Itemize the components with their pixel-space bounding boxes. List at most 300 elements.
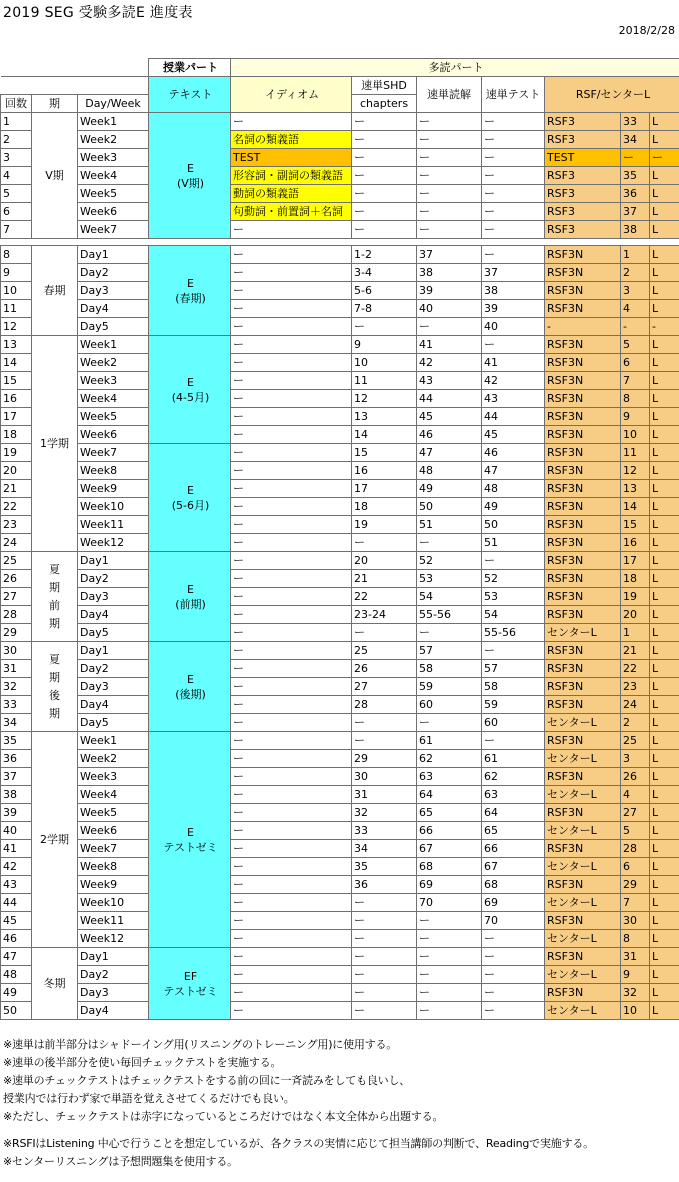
sokutan-shd-cell: 21 — [352, 570, 417, 588]
rsf-material-cell: センターL — [545, 930, 621, 948]
rsf-type-cell: L — [650, 203, 679, 221]
idiom-cell: ー — [231, 336, 352, 354]
session-number: 32 — [1, 678, 32, 696]
rsf-material-cell: RSF3N — [545, 840, 621, 858]
idiom-cell: ー — [231, 318, 352, 336]
day-week-cell: Week8 — [78, 858, 149, 876]
sokutan-dokkai-cell: 50 — [417, 498, 482, 516]
sokutan-dokkai-cell: 63 — [417, 768, 482, 786]
session-number: 18 — [1, 426, 32, 444]
sokutan-dokkai-cell: 58 — [417, 660, 482, 678]
term-label: 夏 期 後 期 — [32, 642, 78, 732]
day-week-cell: Week4 — [78, 167, 149, 185]
sokutan-shd-header: 速単SHD — [352, 77, 417, 95]
session-number: 20 — [1, 462, 32, 480]
sokutan-dokkai-cell: 45 — [417, 408, 482, 426]
rsf-type-cell: L — [650, 624, 679, 642]
rsf-type-cell: ー — [650, 149, 679, 167]
idiom-cell: ー — [231, 768, 352, 786]
rsf-type-cell: L — [650, 768, 679, 786]
rsf-material-cell: RSF3 — [545, 131, 621, 149]
sokutan-dokkai-cell: ー — [417, 113, 482, 131]
sokutan-test-cell: 38 — [482, 282, 545, 300]
rsf-number-cell: 2 — [621, 264, 650, 282]
sokutan-test-cell: ー — [482, 131, 545, 149]
sokutan-test-cell: ー — [482, 203, 545, 221]
sokutan-dokkai-cell: ー — [417, 966, 482, 984]
rsf-number-cell: 6 — [621, 354, 650, 372]
term-label: 夏 期 前 期 — [32, 552, 78, 642]
idiom-cell: ー — [231, 221, 352, 239]
day-week-cell: Week4 — [78, 786, 149, 804]
sokutan-test-cell: 59 — [482, 696, 545, 714]
sokutan-shd-cell: 30 — [352, 768, 417, 786]
idiom-cell: ー — [231, 696, 352, 714]
term-label: 春期 — [32, 246, 78, 336]
sokutan-dokkai-cell: ー — [417, 149, 482, 167]
sokutan-shd-cell: ー — [352, 149, 417, 167]
rsf-material-cell: RSF3N — [545, 462, 621, 480]
sokutan-dokkai-cell: ー — [417, 1002, 482, 1020]
sokutan-dokkai-cell: 43 — [417, 372, 482, 390]
rsf-number-cell: 5 — [621, 822, 650, 840]
sokutan-dokkai-cell: 46 — [417, 426, 482, 444]
sokutan-test-cell: 49 — [482, 498, 545, 516]
sokutan-dokkai-cell: 65 — [417, 804, 482, 822]
sokutan-dokkai-cell: 47 — [417, 444, 482, 462]
sokutan-shd-cell: 35 — [352, 858, 417, 876]
sokutan-test-cell: 64 — [482, 804, 545, 822]
rsf-number-cell: 28 — [621, 840, 650, 858]
sokutan-dokkai-cell: ー — [417, 167, 482, 185]
rsf-type-cell: L — [650, 462, 679, 480]
idiom-cell: ー — [231, 966, 352, 984]
textbook-cell: E (4-5月) — [149, 336, 231, 444]
rsf-type-cell: L — [650, 372, 679, 390]
day-week-cell: Week11 — [78, 912, 149, 930]
session-number: 43 — [1, 876, 32, 894]
table-row — [1, 786, 679, 804]
session-number: 41 — [1, 840, 32, 858]
table-row — [1, 750, 679, 768]
rsf-type-cell: L — [650, 588, 679, 606]
rsf-type-cell: L — [650, 336, 679, 354]
rsf-number-cell: 23 — [621, 678, 650, 696]
day-week-cell: Week1 — [78, 336, 149, 354]
sokutan-shd-cell: ー — [352, 113, 417, 131]
rsf-material-cell: RSF3 — [545, 167, 621, 185]
idiom-cell: ー — [231, 300, 352, 318]
sokutan-test-cell: 67 — [482, 858, 545, 876]
day-week-cell: Day3 — [78, 678, 149, 696]
rsf-number-cell: 8 — [621, 930, 650, 948]
day-week-cell: Day2 — [78, 660, 149, 678]
table-row — [1, 185, 679, 203]
session-number: 40 — [1, 822, 32, 840]
textbook-cell: E (春期) — [149, 246, 231, 336]
table-row — [1, 113, 679, 131]
day-week-cell: Week9 — [78, 876, 149, 894]
sokutan-test-cell: ー — [482, 552, 545, 570]
blank-header — [1, 77, 149, 95]
day-week-cell: Day2 — [78, 966, 149, 984]
sokutan-shd-cell: ー — [352, 131, 417, 149]
textbook-cell: E テストゼミ — [149, 732, 231, 948]
idiom-cell: ー — [231, 516, 352, 534]
rsf-number-cell: 7 — [621, 894, 650, 912]
sokutan-shd-cell: 17 — [352, 480, 417, 498]
idiom-cell: ー — [231, 552, 352, 570]
sokutan-test-cell: 69 — [482, 894, 545, 912]
rsf-material-cell: RSF3 — [545, 221, 621, 239]
sokutan-dokkai-cell: 60 — [417, 696, 482, 714]
sokutan-shd-cell: ー — [352, 167, 417, 185]
rsf-type-cell: L — [650, 534, 679, 552]
sokutan-dokkai-cell: 41 — [417, 336, 482, 354]
textbook-cell: E (後期) — [149, 642, 231, 732]
rsf-material-cell: RSF3 — [545, 185, 621, 203]
sokutan-shd-cell: ー — [352, 203, 417, 221]
day-week-cell: Week6 — [78, 822, 149, 840]
day-week-cell: Week6 — [78, 203, 149, 221]
session-number: 38 — [1, 786, 32, 804]
sokutan-dokkai-header: 速単読解 — [417, 77, 482, 113]
rsf-number-cell: 13 — [621, 480, 650, 498]
session-number: 27 — [1, 588, 32, 606]
rsf-number-cell: 26 — [621, 768, 650, 786]
rsf-number-cell: 10 — [621, 1002, 650, 1020]
sokutan-shd-cell: 11 — [352, 372, 417, 390]
rsf-type-cell: L — [650, 246, 679, 264]
sokutan-dokkai-cell: 49 — [417, 480, 482, 498]
rsf-number-cell: 36 — [621, 185, 650, 203]
sokutan-test-cell: 45 — [482, 426, 545, 444]
sokutan-dokkai-cell: ー — [417, 221, 482, 239]
session-number: 4 — [1, 167, 32, 185]
rsf-material-cell: RSF3N — [545, 876, 621, 894]
sokutan-test-cell: 42 — [482, 372, 545, 390]
lecture-part-header: 授業パート — [149, 59, 231, 77]
rsf-material-cell: RSF3N — [545, 498, 621, 516]
session-number: 47 — [1, 948, 32, 966]
sokutan-shd-cell: 20 — [352, 552, 417, 570]
idiom-cell: 名詞の類義語 — [231, 131, 352, 149]
sokutan-test-cell: ー — [482, 149, 545, 167]
note-line: ※センターリスニングは予想問題集を使用する。 — [3, 1155, 238, 1168]
rsf-number-cell: 20 — [621, 606, 650, 624]
rsf-type-cell: L — [650, 840, 679, 858]
sokutan-dokkai-cell: ー — [417, 984, 482, 1002]
sokutan-dokkai-cell: 48 — [417, 462, 482, 480]
rsf-number-cell: 33 — [621, 113, 650, 131]
rsf-number-cell: 27 — [621, 804, 650, 822]
table-row — [1, 876, 679, 894]
sokutan-test-cell: 68 — [482, 876, 545, 894]
rsf-type-cell: L — [650, 930, 679, 948]
rsf-number-cell: 9 — [621, 408, 650, 426]
note-line: ※速単のチェックテストはチェックテストをする前の回に一斉読みをしても良いし、 — [3, 1074, 411, 1087]
session-number: 21 — [1, 480, 32, 498]
day-week-cell: Week7 — [78, 221, 149, 239]
rsf-material-cell: センターL — [545, 822, 621, 840]
textbook-cell: E (5-6月) — [149, 444, 231, 552]
sokutan-shd-cell: 12 — [352, 390, 417, 408]
rsf-type-cell: L — [650, 221, 679, 239]
sokutan-shd-cell: ー — [352, 185, 417, 203]
sokutan-dokkai-cell: 69 — [417, 876, 482, 894]
sokutan-shd-cell: 18 — [352, 498, 417, 516]
table-row — [1, 966, 679, 984]
textbook-cell: E (Ⅴ期) — [149, 113, 231, 239]
sokutan-test-cell: 58 — [482, 678, 545, 696]
table-row — [1, 390, 679, 408]
idiom-cell: 形容詞・副詞の類義語 — [231, 167, 352, 185]
table-row — [1, 948, 679, 966]
day-week-cell: Day4 — [78, 300, 149, 318]
rsf-type-cell: L — [650, 570, 679, 588]
sokutan-test-cell: 63 — [482, 786, 545, 804]
idiom-cell: ー — [231, 390, 352, 408]
sokutan-dokkai-cell: 57 — [417, 642, 482, 660]
idiom-cell: ー — [231, 678, 352, 696]
sokutan-test-cell: ー — [482, 167, 545, 185]
rsf-type-cell: L — [650, 642, 679, 660]
rsf-material-cell: センターL — [545, 858, 621, 876]
session-number: 8 — [1, 246, 32, 264]
rsf-type-cell: L — [650, 678, 679, 696]
session-number: 50 — [1, 1002, 32, 1020]
table-row — [1, 660, 679, 678]
rsf-material-cell: RSF3N — [545, 444, 621, 462]
rsf-material-cell: RSF3 — [545, 203, 621, 221]
day-week-cell: Day2 — [78, 264, 149, 282]
rsf-type-cell: L — [650, 480, 679, 498]
session-number: 6 — [1, 203, 32, 221]
day-week-cell: Week3 — [78, 149, 149, 167]
session-number: 13 — [1, 336, 32, 354]
table-row — [1, 858, 679, 876]
session-number: 24 — [1, 534, 32, 552]
sokutan-test-header: 速単テスト — [482, 77, 545, 113]
rsf-type-cell: L — [650, 516, 679, 534]
note-line: ※ただし、チェックテストは赤字になっているところだけではなく本文全体から出題する。 — [3, 1110, 444, 1123]
day-week-cell: Day5 — [78, 714, 149, 732]
table-row — [1, 282, 679, 300]
sokutan-shd-cell: 36 — [352, 876, 417, 894]
rsf-material-cell: RSF3N — [545, 732, 621, 750]
rsf-number-cell: 8 — [621, 390, 650, 408]
table-row — [1, 480, 679, 498]
sokutan-shd-cell: 14 — [352, 426, 417, 444]
sokutan-shd-cell: 26 — [352, 660, 417, 678]
sokutan-test-cell: ー — [482, 113, 545, 131]
textbook-cell: EF テストゼミ — [149, 948, 231, 1020]
sokutan-test-cell: 44 — [482, 408, 545, 426]
idiom-cell: ー — [231, 372, 352, 390]
rsf-material-cell: RSF3N — [545, 696, 621, 714]
table-row — [1, 336, 679, 354]
rsf-material-cell: センターL — [545, 1002, 621, 1020]
kaisu-header: 回数 — [1, 95, 32, 113]
rsf-type-cell: L — [650, 113, 679, 131]
sokutan-shd-cell: 31 — [352, 786, 417, 804]
dayweek-header: Day/Week — [78, 95, 149, 113]
sokutan-shd-cell: 29 — [352, 750, 417, 768]
sokutan-shd-cell: 15 — [352, 444, 417, 462]
sokutan-test-cell: ー — [482, 966, 545, 984]
rsf-number-cell: 3 — [621, 750, 650, 768]
rsf-material-cell: RSF3N — [545, 912, 621, 930]
day-week-cell: Day4 — [78, 1002, 149, 1020]
sokutan-shd-cell: ー — [352, 221, 417, 239]
table-row — [1, 1002, 679, 1020]
sokutan-shd-cell: 3-4 — [352, 264, 417, 282]
rsf-material-cell: - — [545, 318, 621, 336]
rsf-material-cell: RSF3N — [545, 552, 621, 570]
sokutan-shd-cell: 33 — [352, 822, 417, 840]
rsf-material-cell: センターL — [545, 714, 621, 732]
idiom-cell: 句動詞・前置詞＋名詞 — [231, 203, 352, 221]
rsf-number-cell: 17 — [621, 552, 650, 570]
idiom-cell: 動詞の類義語 — [231, 185, 352, 203]
idiom-column-header: イディオム — [231, 77, 352, 113]
sokutan-test-cell: 55-56 — [482, 624, 545, 642]
sokutan-dokkai-cell: 68 — [417, 858, 482, 876]
sokutan-test-cell: 70 — [482, 912, 545, 930]
sokutan-test-cell: ー — [482, 336, 545, 354]
table-row — [1, 768, 679, 786]
rsf-number-cell: 38 — [621, 221, 650, 239]
idiom-cell: ー — [231, 804, 352, 822]
session-number: 9 — [1, 264, 32, 282]
sokutan-test-cell: 53 — [482, 588, 545, 606]
rsf-number-cell: 9 — [621, 966, 650, 984]
sokutan-dokkai-cell: ー — [417, 624, 482, 642]
day-week-cell: Week5 — [78, 408, 149, 426]
sokutan-test-cell: 41 — [482, 354, 545, 372]
rsf-type-cell: L — [650, 948, 679, 966]
sokutan-test-cell: 54 — [482, 606, 545, 624]
term-label: 冬期 — [32, 948, 78, 1020]
rsf-material-cell: RSF3N — [545, 678, 621, 696]
sokutan-dokkai-cell: 52 — [417, 552, 482, 570]
sokutan-test-cell: ー — [482, 246, 545, 264]
table-row — [1, 149, 679, 167]
idiom-cell: ー — [231, 894, 352, 912]
day-week-cell: Week12 — [78, 930, 149, 948]
textbook-cell: E (前期) — [149, 552, 231, 642]
day-week-cell: Week5 — [78, 804, 149, 822]
sokutan-test-cell: ー — [482, 185, 545, 203]
table-row — [1, 804, 679, 822]
table-row — [1, 444, 679, 462]
rsf-number-cell: 16 — [621, 534, 650, 552]
idiom-cell: ー — [231, 642, 352, 660]
day-week-cell: Week6 — [78, 426, 149, 444]
sokutan-dokkai-cell: 54 — [417, 588, 482, 606]
table-row — [1, 246, 679, 264]
sokutan-shd-cell: 23-24 — [352, 606, 417, 624]
term-label: 1学期 — [32, 336, 78, 552]
table-row — [1, 516, 679, 534]
idiom-cell: ー — [231, 930, 352, 948]
rsf-material-cell: RSF3N — [545, 984, 621, 1002]
sokutan-dokkai-cell: 42 — [417, 354, 482, 372]
sokutan-dokkai-cell: 70 — [417, 894, 482, 912]
session-number: 5 — [1, 185, 32, 203]
day-week-cell: Day1 — [78, 552, 149, 570]
day-week-cell: Day1 — [78, 246, 149, 264]
sokutan-dokkai-cell: 38 — [417, 264, 482, 282]
sokutan-shd-cell: ー — [352, 624, 417, 642]
sokutan-test-cell: 62 — [482, 768, 545, 786]
sokutan-shd-cell: 28 — [352, 696, 417, 714]
sokutan-test-cell: 47 — [482, 462, 545, 480]
idiom-cell: ー — [231, 912, 352, 930]
day-week-cell: Week12 — [78, 534, 149, 552]
table-row — [1, 167, 679, 185]
sokutan-dokkai-cell: 51 — [417, 516, 482, 534]
session-number: 19 — [1, 444, 32, 462]
day-week-cell: Week2 — [78, 750, 149, 768]
gap-cell — [1, 239, 679, 246]
rsf-type-cell: L — [650, 912, 679, 930]
rsf-type-cell: L — [650, 408, 679, 426]
rsf-material-cell: RSF3N — [545, 660, 621, 678]
sokutan-test-cell: 51 — [482, 534, 545, 552]
idiom-cell: ー — [231, 282, 352, 300]
sokutan-test-cell: 48 — [482, 480, 545, 498]
sokutan-shd-cell: ー — [352, 1002, 417, 1020]
table-row — [1, 318, 679, 336]
sokutan-test-cell: 40 — [482, 318, 545, 336]
rsf-number-cell: - — [621, 318, 650, 336]
sokutan-dokkai-cell: ー — [417, 714, 482, 732]
rsf-material-cell: TEST — [545, 149, 621, 167]
day-week-cell: Day3 — [78, 588, 149, 606]
rsf-material-cell: センターL — [545, 966, 621, 984]
session-number: 23 — [1, 516, 32, 534]
idiom-cell: ー — [231, 570, 352, 588]
session-number: 49 — [1, 984, 32, 1002]
day-week-cell: Week5 — [78, 185, 149, 203]
day-week-cell: Day1 — [78, 948, 149, 966]
sokutan-shd-cell: 13 — [352, 408, 417, 426]
rsf-type-cell: L — [650, 750, 679, 768]
rsf-type-cell: L — [650, 131, 679, 149]
table-row — [1, 131, 679, 149]
sokutan-shd-cell: ー — [352, 732, 417, 750]
rsf-number-cell: 1 — [621, 624, 650, 642]
rsf-type-cell: L — [650, 786, 679, 804]
sokutan-dokkai-cell: ー — [417, 131, 482, 149]
rsf-material-cell: RSF3N — [545, 768, 621, 786]
table-row — [1, 894, 679, 912]
rsf-material-cell: RSF3N — [545, 264, 621, 282]
rsf-material-cell: RSF3N — [545, 408, 621, 426]
rsf-type-cell: L — [650, 444, 679, 462]
day-week-cell: Week8 — [78, 462, 149, 480]
sokutan-test-cell: 50 — [482, 516, 545, 534]
rsf-type-cell: L — [650, 876, 679, 894]
rsf-type-cell: L — [650, 1002, 679, 1020]
table-row — [1, 221, 679, 239]
rsf-type-cell: L — [650, 264, 679, 282]
sokutan-dokkai-cell: ー — [417, 534, 482, 552]
sokutan-shd-cell: ー — [352, 984, 417, 1002]
day-week-cell: Day4 — [78, 606, 149, 624]
rsf-type-cell: L — [650, 167, 679, 185]
